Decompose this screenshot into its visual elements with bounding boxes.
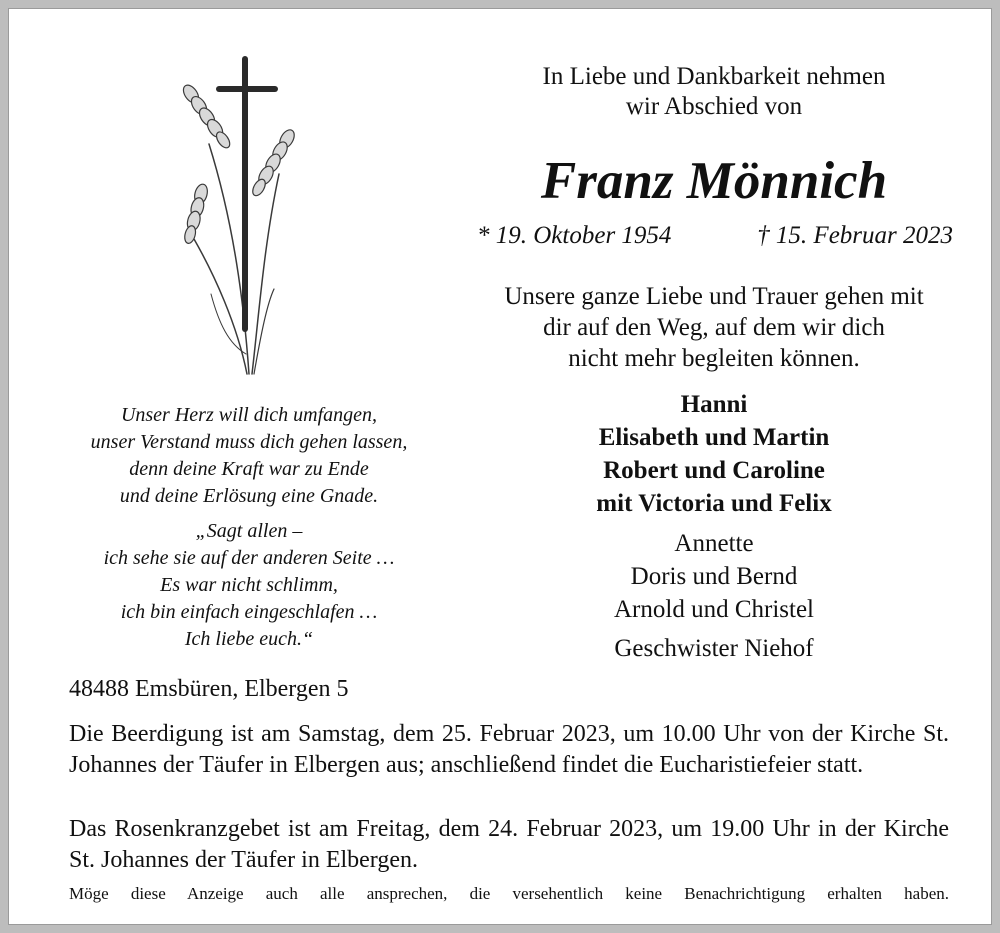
quote-line: Es war nicht schlimm,: [160, 574, 338, 596]
quote-line: Ich liebe euch.“: [184, 628, 314, 650]
family-entry: mit Victoria und Felix: [596, 490, 832, 517]
poem-line: unser Verstand muss dich gehen lassen,: [90, 431, 408, 453]
message-line: dir auf den Weg, auf dem wir dich: [543, 314, 885, 341]
birth-date: * 19. Oktober 1954: [477, 222, 672, 249]
poem-line: Unser Herz will dich umfangen,: [120, 404, 378, 426]
family-entry: Doris und Bernd: [630, 563, 798, 590]
quote-line: „Sagt allen –: [195, 520, 303, 542]
poem-line: denn deine Kraft war zu Ende: [129, 458, 369, 480]
address: 48488 Emsbüren, Elbergen 5: [69, 676, 349, 702]
siblings-entry: Geschwister Niehof: [614, 635, 814, 662]
funeral-info: Die Beerdigung ist am Samstag, dem 25. Februar 2023, um 10.00 Uhr von der Kirche St. Johannes der Täufer in Elbergen aus; anschließend findet die Eucharistiefeier statt.: [69, 721, 949, 778]
deceased-name: Franz Mönnich: [540, 152, 888, 210]
mourning-message: [479, 281, 949, 374]
poem-line: und deine Erlösung eine Gnade.: [119, 485, 379, 507]
cross-with-wheat-icon: [149, 54, 339, 384]
death-date: † 15. Februar 2023: [757, 222, 953, 249]
message-line: Unsere ganze Liebe und Trauer gehen mit: [504, 283, 924, 310]
rosary-info: Das Rosenkranzgebet ist am Freitag, dem 24. Februar 2023, um 19.00 Uhr in der Kirche St. Johannes der Täufer in Elbergen.: [69, 816, 949, 873]
message-line: nicht mehr begleiten können.: [568, 345, 860, 372]
quote-verse: [49, 518, 449, 653]
notice-note: Möge diese Anzeige auch alle ansprechen, die versehentlich keine Benachrichtigung erhalten haben.: [69, 884, 949, 903]
family-entry: Robert und Caroline: [603, 457, 825, 484]
family-entry: Elisabeth und Martin: [598, 424, 830, 451]
life-dates: [477, 221, 953, 251]
quote-line: ich bin einfach eingeschlafen …: [120, 601, 378, 623]
quote-line: ich sehe sie auf der anderen Seite …: [103, 547, 395, 569]
family-entry: Hanni: [680, 391, 748, 418]
obituary-card: [8, 8, 992, 925]
intro-text: [479, 62, 949, 122]
poem-verse: [49, 402, 449, 510]
intro-line: In Liebe und Dankbarkeit nehmen: [542, 63, 886, 90]
family-list-secondary: [479, 527, 949, 626]
intro-line: wir Abschied von: [625, 93, 803, 120]
family-entry: Arnold und Christel: [614, 596, 814, 623]
family-list-primary: [479, 388, 949, 520]
family-entry: Annette: [674, 530, 754, 557]
